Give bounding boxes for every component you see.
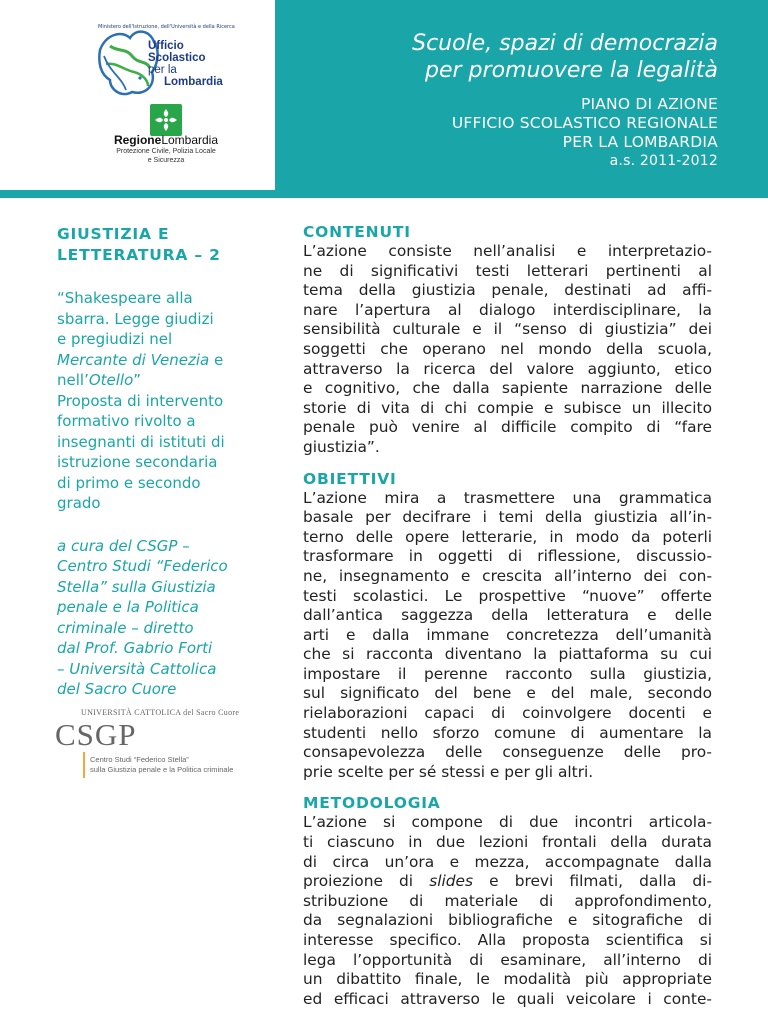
section-heading: OBIETTIVI (303, 469, 397, 488)
section-obiettivi (303, 469, 712, 783)
csgp-logo: UNIVERSITÀ CATTOLICA del Sacro Cuore CSGP Centro Studi “Federico Stella” sulla Giustizia penale e la Politica criminale (57, 700, 287, 780)
logo-panel (0, 0, 275, 190)
page-subtitle: PIANO DI AZIONE UFFICIO SCOLASTICO REGIONALE PER LA LOMBARDIA a.s. 2011-2012 (288, 95, 718, 171)
school-year: a.s. 2011-2012 (609, 153, 718, 169)
event-description: “Shakespeare alla sbarra. Legge giudizi e pregiudizi nel Mercante di Venezia e nell’Otello” Proposta di intervento formativo rivolto a insegnanti di istituti di istruzione secondaria di primo e secondo grado (57, 289, 225, 512)
credit-text: a cura del CSGP – Centro Studi “Federico Stella” sulla Giustizia penale e la Politica criminale – diretto dal Prof. Gabrio Forti – Università Cattolica del Sacro Cuore (57, 536, 228, 698)
regione-lombardia-subtitle: Protezione Civile, Polizia Locale e Sicurezza (116, 148, 216, 164)
section-metodologia (303, 793, 712, 1009)
header-divider (0, 190, 768, 198)
section-body: L’azione si compone di due incontri articola- ti ciascuno in due lezioni frontali della durata di circa un’ora e mezza, accompagnate dalla proiezione di slides e brevi filmati, dalla di- stribuzione di materiale di approfondimento, da segnalazioni bibliografiche e sitografiche di interesse specifico. Alla proposta scientifica si lega l’opportunità di esaminare, all’interno di un dibattito finale, le modalità più appropriate ed efficaci attraverso le quali veicolare i conte- (303, 813, 713, 1008)
section-contenuti (303, 222, 712, 458)
ministry-caption: Ministero dell'Istruzione, dell'Università e della Ricerca (98, 24, 235, 30)
right-column (303, 222, 712, 1020)
csgp-accent-bar (83, 752, 85, 778)
section-heading: CONTENUTI (303, 223, 411, 241)
usr-logo-text: Ufficio Scolastico per la Lombardia (148, 40, 223, 88)
section-heading: METODOLOGIA (303, 794, 441, 813)
page-title: Scuole, spazi di democrazia per promuovere la legalità (412, 31, 718, 83)
section-title: GIUSTIZIA E LETTERATURA – 2 (57, 225, 221, 264)
regione-lombardia-name: RegioneLombardia (113, 133, 219, 147)
regione-lombardia-cross-icon (150, 104, 182, 136)
section-body: L’azione consiste nell’analisi e interpretazio- ne di significativi testi letterari pertinenti al tema della giustizia penale, destinati ad affi- nare l’apertura al dialogo interdisciplinare, la sensibilità culturale e il “senso di giustizia” dei soggetti che operano nel mondo della scuola, attraverso la ricerca del valore aggiunto, etico e cognitivo, che dalla sapiente narrazione delle storie di vita di chi compie e subisce un illecito penale può venire al difficile compito di “fare giustizia”. (303, 242, 712, 456)
left-column (57, 224, 279, 700)
section-body: L’azione mira a trasmettere una grammatica basale per decifrare i temi della giustizia all’in- terno delle opere letterarie, in modo da poterli trasformare in oggetti di riflessione, discussio- ne, insegnamento e crescita all’interno dei con- testi scolastici. Le prospettive “nuove” offerte dall’antica saggezza della letteratura e delle arti e dalla immane concretezza dell’umanità che si racconta diventano la piattaforma su cui impostare il perenne racconto sulla giustizia, sul significato del bene e del male, secondo rielaborazioni capaci di coinvolgere docenti e studenti nello sforzo comune di aumentare la consapevolezza delle conseguenze delle pro- prie scelte per sé stessi e per gli altri. (303, 488, 712, 781)
